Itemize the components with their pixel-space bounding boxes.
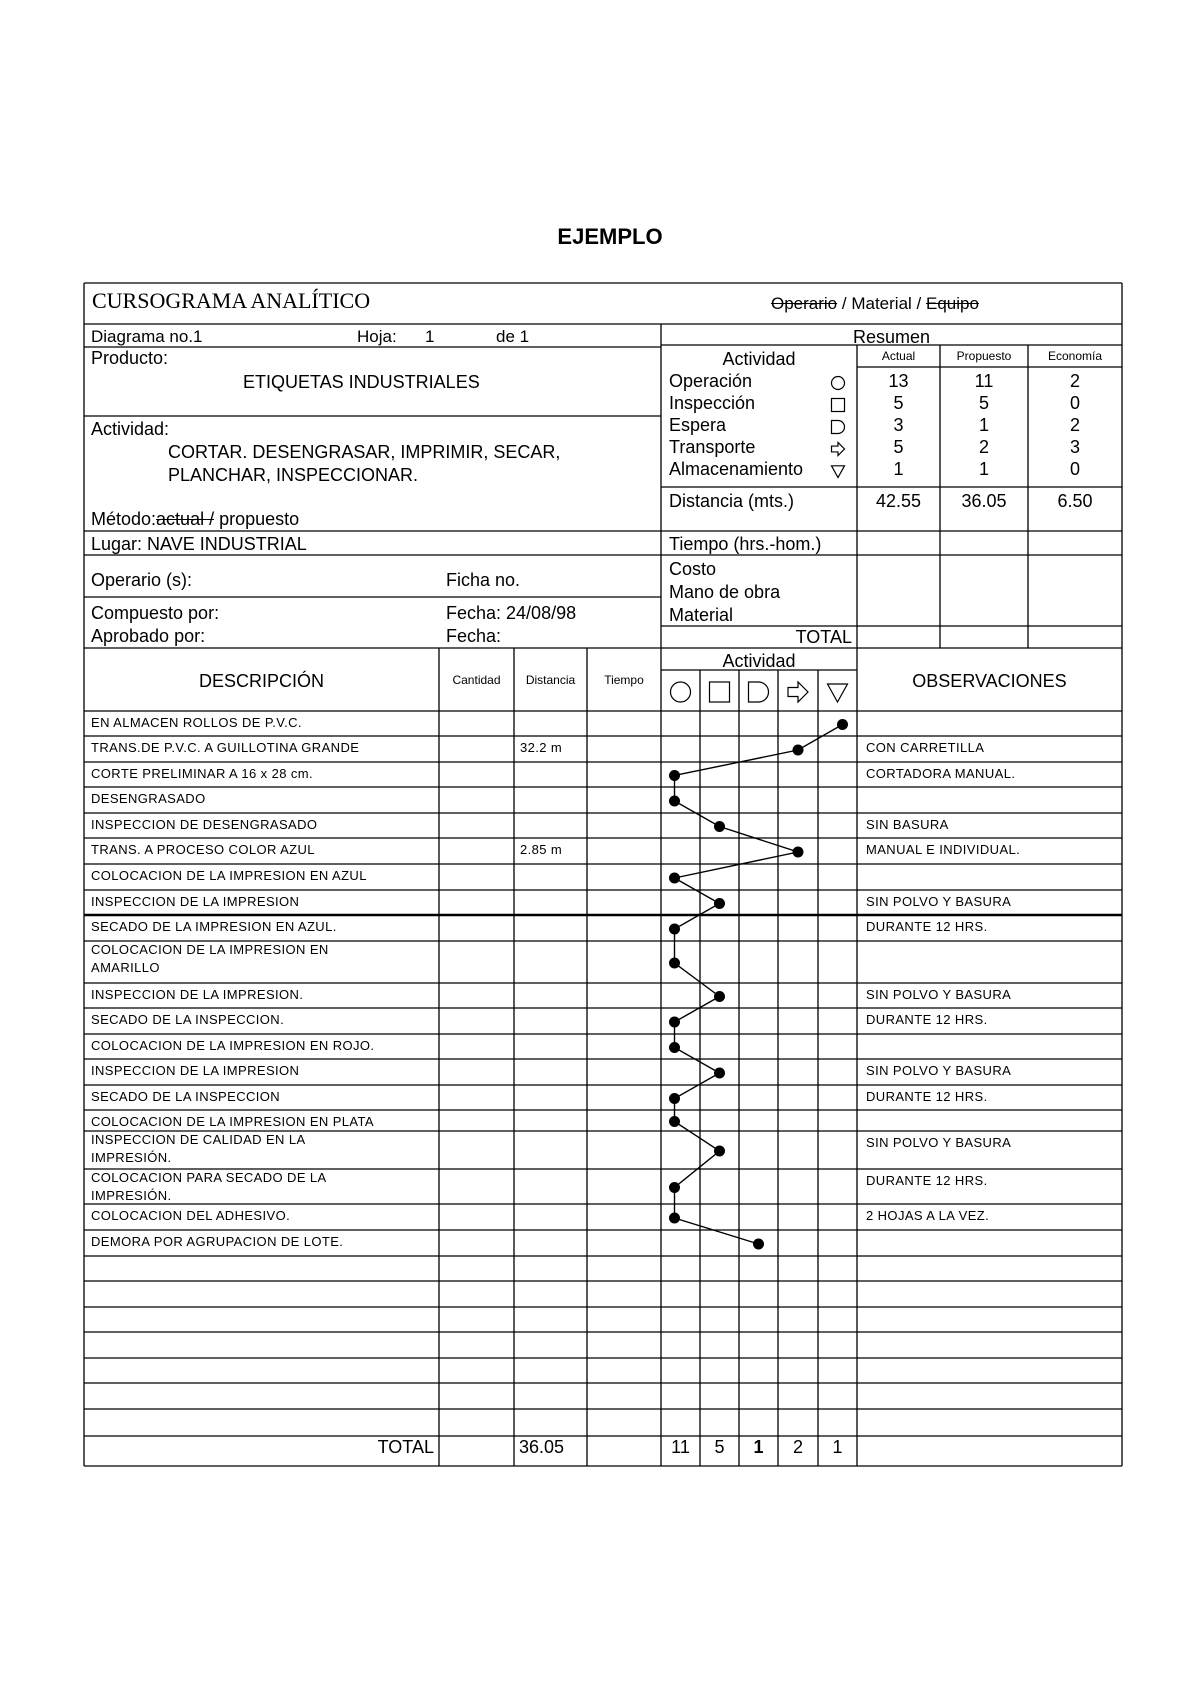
product-value: ETIQUETAS INDUSTRIALES [243,372,480,392]
circle-icon [832,377,845,390]
summary-total-label: TOTAL [795,627,852,647]
total-d-shape: 1 [753,1437,764,1457]
type-material: Material [851,294,912,313]
diagram-number: Diagrama no.1 [91,327,203,346]
flow-point [714,821,725,832]
operators-label: Operario (s): [91,570,193,590]
activity-line-2: PLANCHAR, INSPECCIONAR. [168,465,419,485]
row-description: INSPECCION DE LA IMPRESION. [91,987,304,1002]
row-observation: DURANTE 12 HRS. [866,1089,988,1104]
distance-proposed: 36.05 [961,491,1007,511]
row-description: COLOCACION DE LA IMPRESION EN AZUL [91,868,367,883]
form-title: CURSOGRAMA ANALÍTICO [92,288,371,313]
flow-point [714,898,725,909]
summary-actual: 13 [888,371,909,391]
row-description: INSPECCION DE LA IMPRESION [91,1063,300,1078]
triangle-icon [828,684,848,702]
summary-col-proposed: Propuesto [956,349,1012,363]
row-description: INSPECCION DE LA IMPRESION [91,894,300,909]
method-value: propuesto [219,509,300,529]
row-description: INSPECCION DE DESENGRASADO [91,817,318,832]
total-distance: 36.05 [519,1437,565,1457]
flow-point [669,1213,680,1224]
method [91,509,299,530]
type-equipo: Equipo [926,294,979,313]
composed-date: Fecha: 24/08/98 [446,603,577,623]
row-description: EN ALMACEN ROLLOS DE P.V.C. [91,715,302,730]
row-observation: SIN POLVO Y BASURA [866,987,1012,1002]
flow-point [669,1182,680,1193]
flow-point [793,745,804,756]
summary-saving: 3 [1069,437,1080,457]
flow-point [714,1146,725,1157]
flow-point [714,991,725,1002]
row-description: COLOCACION DE LA IMPRESION EN ROJO. [91,1038,375,1053]
row-observation: CON CARRETILLA [866,740,985,755]
summary-saving: 0 [1069,459,1080,479]
row-description: SECADO DE LA INSPECCION. [91,1012,285,1027]
row-observation: MANUAL E INDIVIDUAL. [866,842,1021,857]
row-description: SECADO DE LA IMPRESION EN AZUL. [91,919,337,934]
row-description: COLOCACION DEL ADHESIVO. [91,1208,291,1223]
arrow-icon [832,443,845,456]
distance-actual: 42.55 [875,491,922,511]
col-quantity: Cantidad [452,673,501,687]
col-time: Tiempo [604,673,644,687]
composed-by-label: Compuesto por: [91,603,220,623]
flow-point [669,1042,680,1053]
place: Lugar: NAVE INDUSTRIAL [91,534,307,554]
summary-row-label: Transporte [669,437,756,457]
row-description: INSPECCION DE CALIDAD EN LA [91,1132,306,1147]
summary-proposed: 11 [974,371,994,391]
summary-actual: 1 [893,459,904,479]
summary-row-label: Operación [669,371,753,391]
row-observation: DURANTE 12 HRS. [866,919,988,934]
summary-saving: 0 [1069,393,1080,413]
summary-col-actual: Actual [881,349,916,363]
page-heading: EJEMPLO [557,224,663,249]
row-observation: SIN BASURA [866,817,949,832]
flow-point [793,847,804,858]
time-label: Tiempo (hrs.-hom.) [669,534,822,554]
col-description: DESCRIPCIÓN [198,671,324,691]
row-description: COLOCACION DE LA IMPRESION EN [91,942,329,957]
flow-point [837,719,848,730]
row-description: TRANS. A PROCESO COLOR AZUL [91,842,315,857]
row-observation: SIN POLVO Y BASURA [866,894,1012,909]
flow-point [669,770,680,781]
labor-label: Mano de obra [669,582,781,602]
row-description-line-2: AMARILLO [91,960,160,975]
flow-point [669,924,680,935]
row-description: COLOCACION PARA SECADO DE LA [91,1170,327,1185]
square-icon [832,399,845,412]
row-description: SECADO DE LA INSPECCION [91,1089,281,1104]
flow-point [669,1017,680,1028]
summary-actual: 5 [893,393,904,413]
flow-point [669,796,680,807]
chart-type [771,294,979,314]
d-shape-icon [749,682,769,702]
summary-actual: 5 [893,437,904,457]
row-distance: 2.85 m [520,842,563,857]
method-struck: actual / [156,509,215,529]
summary-row-label: Inspección [669,393,756,413]
sheet-value: 1 [425,327,435,346]
triangle-icon [832,466,845,478]
flow-point [669,1093,680,1104]
product-label: Producto: [91,348,169,368]
material-label: Material [669,605,734,625]
col-observations: OBSERVACIONES [912,671,1067,691]
summary-actual: 3 [893,415,904,435]
row-description-line-2: IMPRESIÓN. [91,1188,172,1203]
type-operario: Operario [771,294,838,313]
row-observation: DURANTE 12 HRS. [866,1173,988,1188]
row-observation: CORTADORA MANUAL. [866,766,1016,781]
summary-saving: 2 [1069,415,1080,435]
total-circle: 11 [671,1437,690,1457]
flow-point [669,873,680,884]
flow-point [714,1068,725,1079]
summary-col-saving: Economía [1047,349,1103,363]
cost-label: Costo [669,559,717,579]
square-icon [710,682,730,702]
row-description: COLOCACION DE LA IMPRESION EN PLATA [91,1114,374,1129]
flow-point [669,1116,680,1127]
method-label: Método: [91,509,157,529]
row-description: CORTE PRELIMINAR A 16 x 28 cm. [91,766,313,781]
summary-proposed: 2 [978,437,989,457]
row-description-line-2: IMPRESIÓN. [91,1150,172,1165]
row-observation: 2 HOJAS A LA VEZ. [866,1208,990,1223]
sheet-label: Hoja: [357,327,397,346]
circle-icon [671,682,691,702]
type-sep-1: / [841,294,847,313]
file-no-label: Ficha no. [446,570,521,590]
summary-proposed: 1 [978,459,989,479]
sheet-of: de 1 [496,327,530,346]
type-sep-2: / [916,294,922,313]
row-description: DESENGRASADO [91,791,206,806]
approved-by-label: Aprobado por: [91,626,206,646]
col-distance: Distancia [525,673,576,687]
flow-point [753,1239,764,1250]
flow-point [669,958,680,969]
d-shape-icon [832,421,845,434]
approved-date: Fecha: [446,626,502,646]
total-arrow: 2 [792,1437,803,1457]
total-triangle: 1 [832,1437,843,1457]
summary-row-label: Almacenamiento [669,459,804,479]
row-observation: DURANTE 12 HRS. [866,1012,988,1027]
summary-proposed: 1 [978,415,989,435]
summary-proposed: 5 [978,393,989,413]
col-activity: Actividad [722,651,796,671]
total-label: TOTAL [377,1437,434,1457]
arrow-icon [788,682,808,702]
row-distance: 32.2 m [520,740,563,755]
summary-title: Resumen [852,327,931,347]
summary-saving: 2 [1069,371,1080,391]
activity-line-1: CORTAR. DESENGRASAR, IMPRIMIR, SECAR, [168,442,561,462]
activity-label: Actividad: [91,419,170,439]
row-description: TRANS.DE P.V.C. A GUILLOTINA GRANDE [91,740,360,755]
distance-saving: 6.50 [1057,491,1093,511]
row-observation: SIN POLVO Y BASURA [866,1135,1012,1150]
total-square: 5 [714,1437,725,1457]
summary-activity-header: Actividad [722,349,796,369]
distance-label: Distancia (mts.) [669,491,795,511]
summary-row-label: Espera [669,415,727,435]
row-description: DEMORA POR AGRUPACION DE LOTE. [91,1234,344,1249]
row-observation: SIN POLVO Y BASURA [866,1063,1012,1078]
